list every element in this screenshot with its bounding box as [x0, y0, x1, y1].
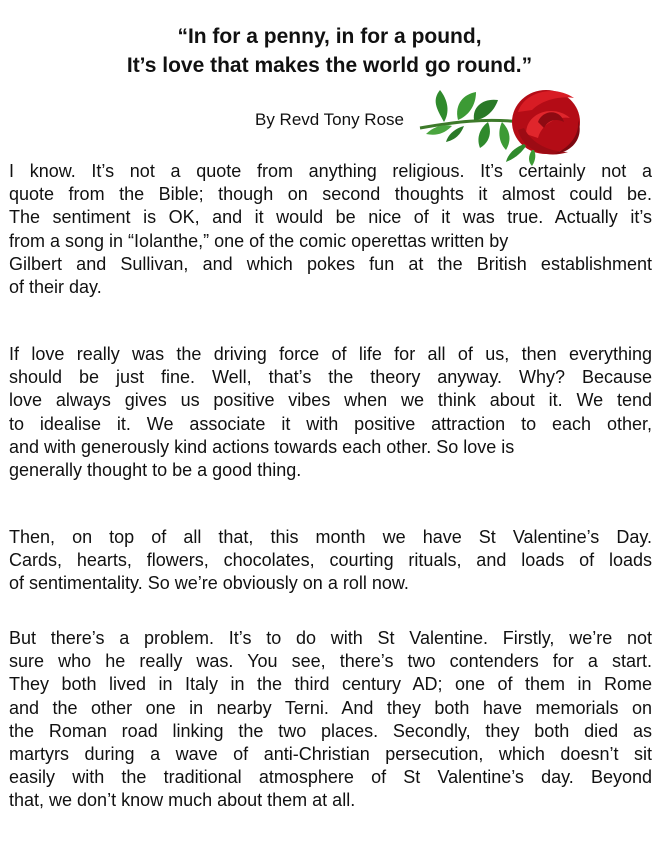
title-line-1: “In for a penny, in for a pound,: [177, 25, 482, 48]
paragraph-line: The sentiment is OK, and it would be nice of it was true. Actually it’s: [9, 207, 652, 228]
paragraph-line: from a song in “Iolanthe,” one of the comic operettas written by: [9, 230, 509, 251]
paragraph-4: [9, 627, 652, 813]
paragraph-line: I know. It’s not a quote from anything religious. It’s certainly not a: [9, 161, 652, 181]
author-byline: By Revd Tony Rose: [255, 110, 404, 129]
paragraph-line: of sentimentality. So we’re obviously on a roll now.: [9, 573, 409, 594]
title-line-2: It’s love that makes the world go round.”: [126, 54, 533, 77]
paragraph-2: [9, 343, 652, 482]
paragraph-line: sure who he really was. You see, there’s two contenders for a start.: [9, 651, 652, 672]
paragraph-line: Then, on top of all that, this month we have St Valentine’s Day.: [9, 527, 652, 547]
paragraph-line: They both lived in Italy in the third century AD; one of them in Rome: [9, 674, 652, 695]
paragraph-line: But there’s a problem. It’s to do with St Valentine. Firstly, we’re not: [9, 628, 652, 648]
paragraph-line: should be just fine. Well, that’s the theory anyway. Why? Because: [9, 367, 652, 388]
paragraph-line: easily with the traditional atmosphere of St Valentine’s day. Beyond: [9, 767, 652, 788]
paragraph-line: Cards, hearts, flowers, chocolates, courting rituals, and loads of loads: [9, 550, 652, 571]
paragraph-line: to idealise it. We associate it with positive attraction to each other,: [9, 413, 652, 434]
paragraph-line: and the other one in nearby Terni. And they both have memorials on: [9, 697, 652, 718]
paragraph-line: quote from the Bible; though on second thoughts it almost could be.: [9, 184, 652, 205]
paragraph-1: [9, 160, 652, 299]
paragraph-line: of their day.: [9, 277, 102, 298]
paragraph-line: Gilbert and Sullivan, and which pokes fun at the British establishment: [9, 253, 652, 274]
paragraph-line: If love really was the driving force of life for all of us, then everything: [9, 344, 652, 364]
paragraph-line: love always gives us positive vibes when we think about it. We tend: [9, 390, 652, 411]
paragraph-3: [9, 526, 652, 596]
red-rose-icon: [414, 82, 586, 166]
paragraph-line: martyrs during a wave of anti-Christian persecution, which doesn’t sit: [9, 744, 652, 765]
paragraph-line: the Roman road linking the two places. Secondly, they both died as: [9, 720, 652, 741]
paragraph-line: generally thought to be a good thing.: [9, 460, 302, 481]
paragraph-line: and with generously kind actions towards each other. So love is: [9, 436, 515, 457]
article-title: [0, 22, 659, 80]
paragraph-line: that, we don’t know much about them at all.: [9, 790, 356, 811]
